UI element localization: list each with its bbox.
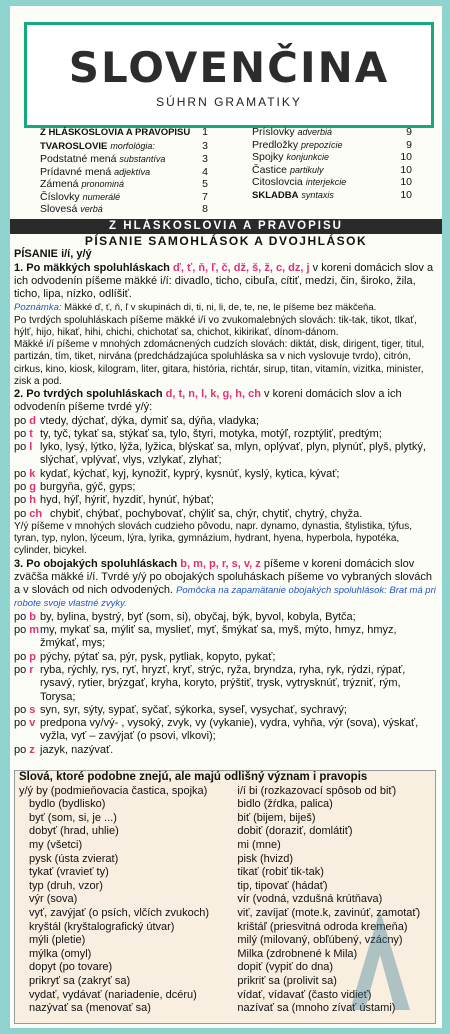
rule-row-text: kydať, kýchať, kyj, kynožiť, kyprý, kysnúť, kyslý, kytica, kývať; [40, 467, 340, 480]
toc-right-item-label: Spojky [252, 151, 284, 163]
rule-row-letter: r [29, 663, 34, 676]
homophone-left: prikryť sa (zakryť sa) [29, 974, 131, 987]
rule1-foreign1: Po tvrdých spoluhláskach píšeme mäkké i/í vo zvukomalebných slovách: tik-tak, tikot, tlkať, hýlť, hijo, hikať, hihi, chichi, chichotať sa, chichot, kikirikať, dínom-dánom. [14, 314, 417, 338]
toc-right-item-page: 10 [400, 176, 412, 188]
toc-left-item-sub: morfológia: [110, 140, 155, 151]
toc-left-item [40, 203, 230, 216]
rule3-lead: 3. Po obojakých spoluhláskach [14, 557, 178, 570]
toc-left-item-sub: verbá [80, 204, 103, 214]
rule2-rest: v koreni domácich slov a ich odvodenín píšeme tvrdé y/ý: [14, 388, 402, 414]
rule-row-prefix [14, 744, 40, 757]
rule-row-po: po [14, 663, 30, 676]
rule-row-prefix [14, 717, 40, 744]
rule-row-po: po [14, 494, 30, 507]
homophone-right: bidlo (žŕdka, palica) [237, 798, 333, 811]
homophone-right: viť, zavíjať (mote.k, zavinúť, zamotať) [237, 906, 421, 919]
rule-row-text: syn, syr, sýty, sypať, syčať, sýkorka, syseľ, vysychať, sychravý; [40, 703, 347, 716]
rule1-note [14, 301, 438, 314]
homophone-right: tikať (robiť tik-tak) [237, 866, 324, 879]
toc-right-item-page: 9 [406, 126, 412, 138]
rule3-tip: Pomôcka na zapamätanie obojakých spoluhlások: Brat má pri robote svoje vlastné zvyky. [14, 585, 436, 610]
rule-row-letter: h [29, 494, 37, 507]
homophone-left: pysk (ústa zvierat) [29, 852, 119, 865]
rule-row [14, 664, 438, 704]
rule-row-prefix [14, 415, 40, 428]
toc-left-item-sub: substantíva [119, 154, 166, 164]
toc-left-item-page: 3 [202, 153, 208, 165]
rule-row-text: my, mykať sa, mýliť sa, myslieť, myť, šmýkať sa, myš, mýto, hmyz, hmyz, žmýkať, mys; [40, 624, 397, 650]
rule3-letters: b, m, p, r, s, v, z [180, 557, 261, 570]
homophone-left: vyť, zavýjať (o psích, vlčích zvukoch) [29, 906, 210, 919]
toc-right-item-sub: prepozície [301, 139, 343, 150]
toc-left-item-page: 4 [202, 165, 208, 178]
homophone-left: tykať (vravieť ty) [29, 866, 109, 879]
homophone-left: mýli (pletie) [29, 934, 86, 947]
rule-row-letter: m [29, 624, 40, 637]
toc-right-item-sub: adverbiá [297, 127, 333, 137]
rule-row-po: po [14, 743, 30, 756]
rule-row-prefix [14, 468, 40, 481]
toc-left-item [40, 166, 230, 179]
rule1-lead: 1. Po mäkkých spoluhláskach [14, 261, 170, 274]
rule1-rest: v koreni domácich slov a ich odvodenín píšeme mäkké i/í: divadlo, ticho, cibuľa, cítiť, medzi, čin, široko, žila, ticho, lipa, nízko, odlíšiť. [14, 261, 434, 301]
toc-left-item-label: Prídavné mená [40, 165, 112, 178]
homophone-right: nazívať sa (mnoho zívať ústami) [237, 1002, 396, 1015]
homophone-row [15, 798, 435, 812]
toc-left-item [40, 153, 230, 166]
rule-row-text: by, bylina, bystrý, byť (som, si), obyčaj, býk, byvol, kobyla, Bytča; [40, 610, 356, 623]
rule-row-po: po [14, 650, 30, 663]
homophone-right: Milka (zdrobnené k Mila) [237, 947, 358, 960]
homophone-right: biť (bijem, biješ) [237, 811, 316, 824]
rule3-list [14, 611, 438, 757]
homophone-row [15, 866, 435, 880]
rule-row [14, 494, 438, 507]
toc-left-column [40, 126, 230, 216]
rule-row [14, 415, 438, 428]
rule-row-text: vtedy, dýchať, dýka, dymiť sa, dýňa, vladyka; [40, 414, 259, 427]
homophone-right: milý (milovaný, obľúbený, vzácny) [237, 934, 403, 947]
rule-row-letter: t [29, 427, 33, 440]
rule-row-letter: k [29, 467, 36, 480]
toc-left-item [40, 126, 230, 140]
rule-row-prefix [14, 624, 40, 651]
toc-left-item-label: Podstatné mená [40, 153, 117, 165]
homophone-right: vír (vodná, vzdušná krútňava) [237, 893, 383, 906]
section-heading: Z HLÁSKOSLOVIA A PRAVOPISU [10, 219, 442, 234]
rule-row-po: po [14, 624, 30, 637]
rule-row-po: po [14, 441, 30, 454]
rule-row-po: po [14, 481, 30, 494]
rule1-letters: ď, ť, ň, ľ, č, dž, š, ž, c, dz, j [172, 261, 310, 274]
rule-row-po: po [14, 507, 30, 520]
rule-row-prefix [14, 428, 40, 441]
rule-row-text: ryba, rýchly, rys, ryť, hryzť, kryť, strýc, ryža, bryndza, ryha, ryk, rýdzi, rýpať, rysavý, rytier, brýzgať, kryha, koryto, prýštiť, trysk, vytrysknúť, trýzniť, rým, Torysa; [40, 663, 406, 703]
rule-row-text: lyko, lysý, lýtko, lýža, lyžica, blýskať sa, mlyn, oplývať, plyn, plynúť, plyš, plytký, slýchať, vplývať, vlys, vzlykať, zlyhať; [40, 441, 426, 467]
toc-right-item [252, 139, 422, 152]
toc-left-item [40, 191, 230, 204]
page-title: SLOVENČINA [68, 43, 390, 92]
homophone-right: mi (mne) [237, 838, 281, 851]
rule-row-letter: z [29, 743, 35, 756]
homophone-right: dobiť (doraziť, domlátiť) [237, 825, 353, 838]
publisher-logo-watermark [330, 900, 430, 1020]
homophone-left: my (všetci) [29, 838, 83, 851]
homophone-left: výr (sova) [29, 893, 78, 906]
toc-right-item-label: SKLADBA [252, 189, 299, 201]
toc-left-item-label: Zámená [40, 178, 79, 190]
rule2-list [14, 415, 438, 521]
homophone-row [15, 853, 435, 867]
rule-row [14, 611, 438, 624]
rule-row [14, 624, 438, 651]
homophone-row [15, 880, 435, 894]
homophone-left: nazývať sa (menovať sa) [29, 1002, 151, 1015]
toc-right-item-sub: interjekcie [305, 177, 347, 187]
homophone-row [15, 812, 435, 826]
rule-row-po: po [14, 610, 30, 623]
rule1-note-label: Poznámka: [14, 302, 62, 314]
toc-left-item-label: Číslovky [40, 190, 80, 203]
rule-row-letter: l [29, 441, 33, 454]
rule-row-letter: s [29, 703, 36, 716]
toc-right-item-label: Častice [252, 163, 288, 176]
rule-row [14, 744, 438, 757]
homophone-left: bydlo (bydlisko) [29, 798, 106, 811]
rule-row-letter: g [29, 481, 37, 494]
rule-row-po: po [14, 703, 30, 716]
homophone-left: byť (som, si, je ...) [29, 811, 117, 824]
toc-right-item [252, 189, 422, 203]
page-subtitle: SÚHRN GRAMATIKY [156, 95, 302, 109]
rule-row-text: hyd, hýľ, hýriť, hyzdiť, hynúť, hýbať; [40, 494, 214, 507]
homophone-left: dopyt (po tovare) [29, 961, 113, 974]
homophone-right: i/í bi (rozkazovací spôsob od biť) [237, 784, 397, 797]
rule-row-letter: d [29, 414, 37, 427]
toc-right-item-page: 9 [406, 138, 412, 151]
toc-left-item-label: Z HLÁSKOSLOVIA A PRAVOPISU [40, 127, 191, 138]
header-box [24, 22, 434, 128]
homophone-right: krištáľ (priesvitná odroda kremeňa) [237, 920, 408, 933]
toc-right-item [252, 176, 422, 189]
toc-left-item-sub: numerálé [82, 191, 121, 202]
rule2 [14, 388, 438, 415]
rule3 [14, 558, 438, 611]
rule-row-prefix [14, 664, 40, 704]
toc-right-item [252, 164, 422, 177]
homophone-right: dopiť (vypiť do dna) [237, 961, 334, 974]
rule-row [14, 468, 438, 481]
rule-row-text: burgyňa, gýč, gyps; [40, 481, 136, 494]
rule-row-letter: ch [29, 507, 43, 520]
homophone-right: tip, tipovať (hádať) [237, 879, 328, 892]
toc-right-item-label: Predložky [252, 138, 299, 151]
toc-right-item-label: Príslovky [252, 126, 295, 138]
rule-row [14, 481, 438, 494]
grammar-body [14, 235, 438, 757]
rule3-rest: píšeme v koreni domácich slov zväčša mäkké i/í. Tvrdé y/ý po obojakých spoluháskach píšeme vo vybraných slovách a v slovách od nich odvodených. [14, 557, 432, 597]
rule-row-prefix [14, 611, 40, 624]
toc-right-item-sub: partikuly [289, 164, 324, 175]
toc-right-item-page: 10 [400, 163, 412, 176]
rule2-lead: 2. Po tvrdých spoluhláskach [14, 388, 163, 400]
rule-row-text: predpona vy/vý- , vysoký, zvyk, vy (vykanie), vydra, vyhňa, výr (sova), výskať, vyžla, vyť – zavýjať (o psovi, vlkovi); [40, 717, 419, 743]
rule-row [14, 508, 438, 521]
toc-right-item-page: 10 [400, 188, 412, 201]
rule-row [14, 717, 438, 744]
toc-right-item [252, 151, 422, 164]
homophone-left: dobyť (hrad, uhlie) [29, 825, 119, 838]
toc-left-item-page: 8 [202, 203, 208, 215]
rule2-letters: d, t, n, l, k, g, h, ch [165, 388, 261, 400]
homophone-left: y/ý by (podmieňovacia častica, spojka) [19, 784, 208, 797]
toc-left-item-sub: pronominá [81, 179, 124, 189]
toc-left-item-page: 1 [202, 126, 208, 138]
rule-row-prefix [14, 494, 40, 507]
homophone-row [15, 785, 435, 799]
rule-row [14, 441, 438, 468]
toc-left-item [40, 178, 230, 191]
homophone-left: vydať, vydávať (nariadenie, dcéru) [29, 988, 197, 1001]
rule-row-po: po [14, 467, 30, 480]
rule1-note-text: Mäkké ď, ť, ň, ľ v skupinách di, ti, ni, li, de, te, ne, le píšeme bez mäkčeňa. [64, 302, 377, 314]
homophone-row [15, 825, 435, 839]
toc-left-item-page: 7 [202, 190, 208, 203]
homophone-right: vídať, vídavať (často vidieť) [237, 988, 372, 1001]
rule-row-letter: b [29, 610, 37, 623]
rule-row-prefix [14, 441, 40, 468]
rule-row-text: ty, tyč, tykať sa, stýkať sa, tylo, štyri, motyka, motýľ, rozptýliť, predtým; [40, 427, 382, 440]
homophone-row [15, 839, 435, 853]
toc-left-item-label: Slovesá [40, 203, 78, 215]
rule-row-prefix [14, 481, 40, 494]
rule-row-po: po [14, 717, 30, 730]
toc-right-item-sub: syntaxis [301, 189, 334, 200]
homophone-left: typ (druh, vzor) [29, 879, 103, 892]
toc-left-item-sub: adjektíva [114, 166, 151, 177]
homophones-title: Slová, ktoré podobne znejú, ale majú odlišný význam i pravopis [19, 771, 368, 783]
rule-row-letter: v [29, 717, 36, 730]
sub-heading: PÍSANIE SAMOHLÁSOK A DVOJHLÁSOK [84, 234, 368, 248]
toc-left-item-page: 3 [202, 139, 208, 152]
rule-row-prefix [14, 704, 40, 717]
pisanie-label: PÍSANIE i/í, y/ý [14, 248, 92, 261]
homophone-right: pisk (hvizd) [237, 852, 294, 865]
toc-right-item [252, 126, 422, 139]
toc-left-item-label: TVAROSLOVIE [40, 140, 108, 152]
toc-right-column [252, 126, 422, 202]
toc-right-item-sub: konjunkcie [286, 152, 329, 162]
homophone-right: prikriť sa (prolivit sa) [237, 974, 337, 987]
homophone-left: kryštál (kryštalografický útvar) [29, 920, 175, 933]
rule-row-prefix [14, 508, 50, 521]
rule-row-po: po [14, 414, 30, 427]
rule-row-text: pýchy, pýtať sa, pýr, pysk, pytliak, kopyto, pykať; [40, 650, 276, 663]
rule-row-prefix [14, 651, 40, 664]
toc-left-item [40, 140, 230, 154]
rule1-foreign2: Mäkké i/í píšeme v mnohých zdomácnených cudzích slovách: diktát, disk, dirigent, tiger, titul, partizán, tím, tiket, nirvána (predchádzajúca spoluhláska sa v nich vyslovuje tvrdo), citrón, cirkus, kino, kiosk, kilogram, liter, gitara, história, richtár, sirup, titan, vitamín, vizitka, minister, zisk a pod. [14, 339, 425, 387]
rule-row-text: jazyk, nazývať. [40, 743, 114, 756]
rule2-foreign: Y/ý píšeme v mnohých slovách cudzieho pôvodu, napr. dynamo, dynastia, štylistika, týfus, tyran, typ, nylon, lýceum, lýra, lyrika, gymnázium, hydrant, hyena, hyperbola, hypotéka, cylinder, bicykel. [14, 520, 412, 557]
rule-row-letter: p [29, 650, 37, 663]
toc-left-item-page: 5 [202, 178, 208, 190]
rule-row [14, 704, 438, 717]
rule-row [14, 651, 438, 664]
rule-row [14, 428, 438, 441]
homophone-left: mýlka (omyl) [29, 947, 92, 960]
rule-row-po: po [14, 427, 30, 440]
rule1 [14, 262, 438, 302]
toc-right-item-page: 10 [400, 151, 412, 163]
toc-right-item-label: Citoslovcia [252, 176, 303, 188]
rule-row-text: chybiť, chýbať, pochybovať, chýliť sa, chýr, chytiť, chytrý, chyža. [50, 507, 363, 520]
